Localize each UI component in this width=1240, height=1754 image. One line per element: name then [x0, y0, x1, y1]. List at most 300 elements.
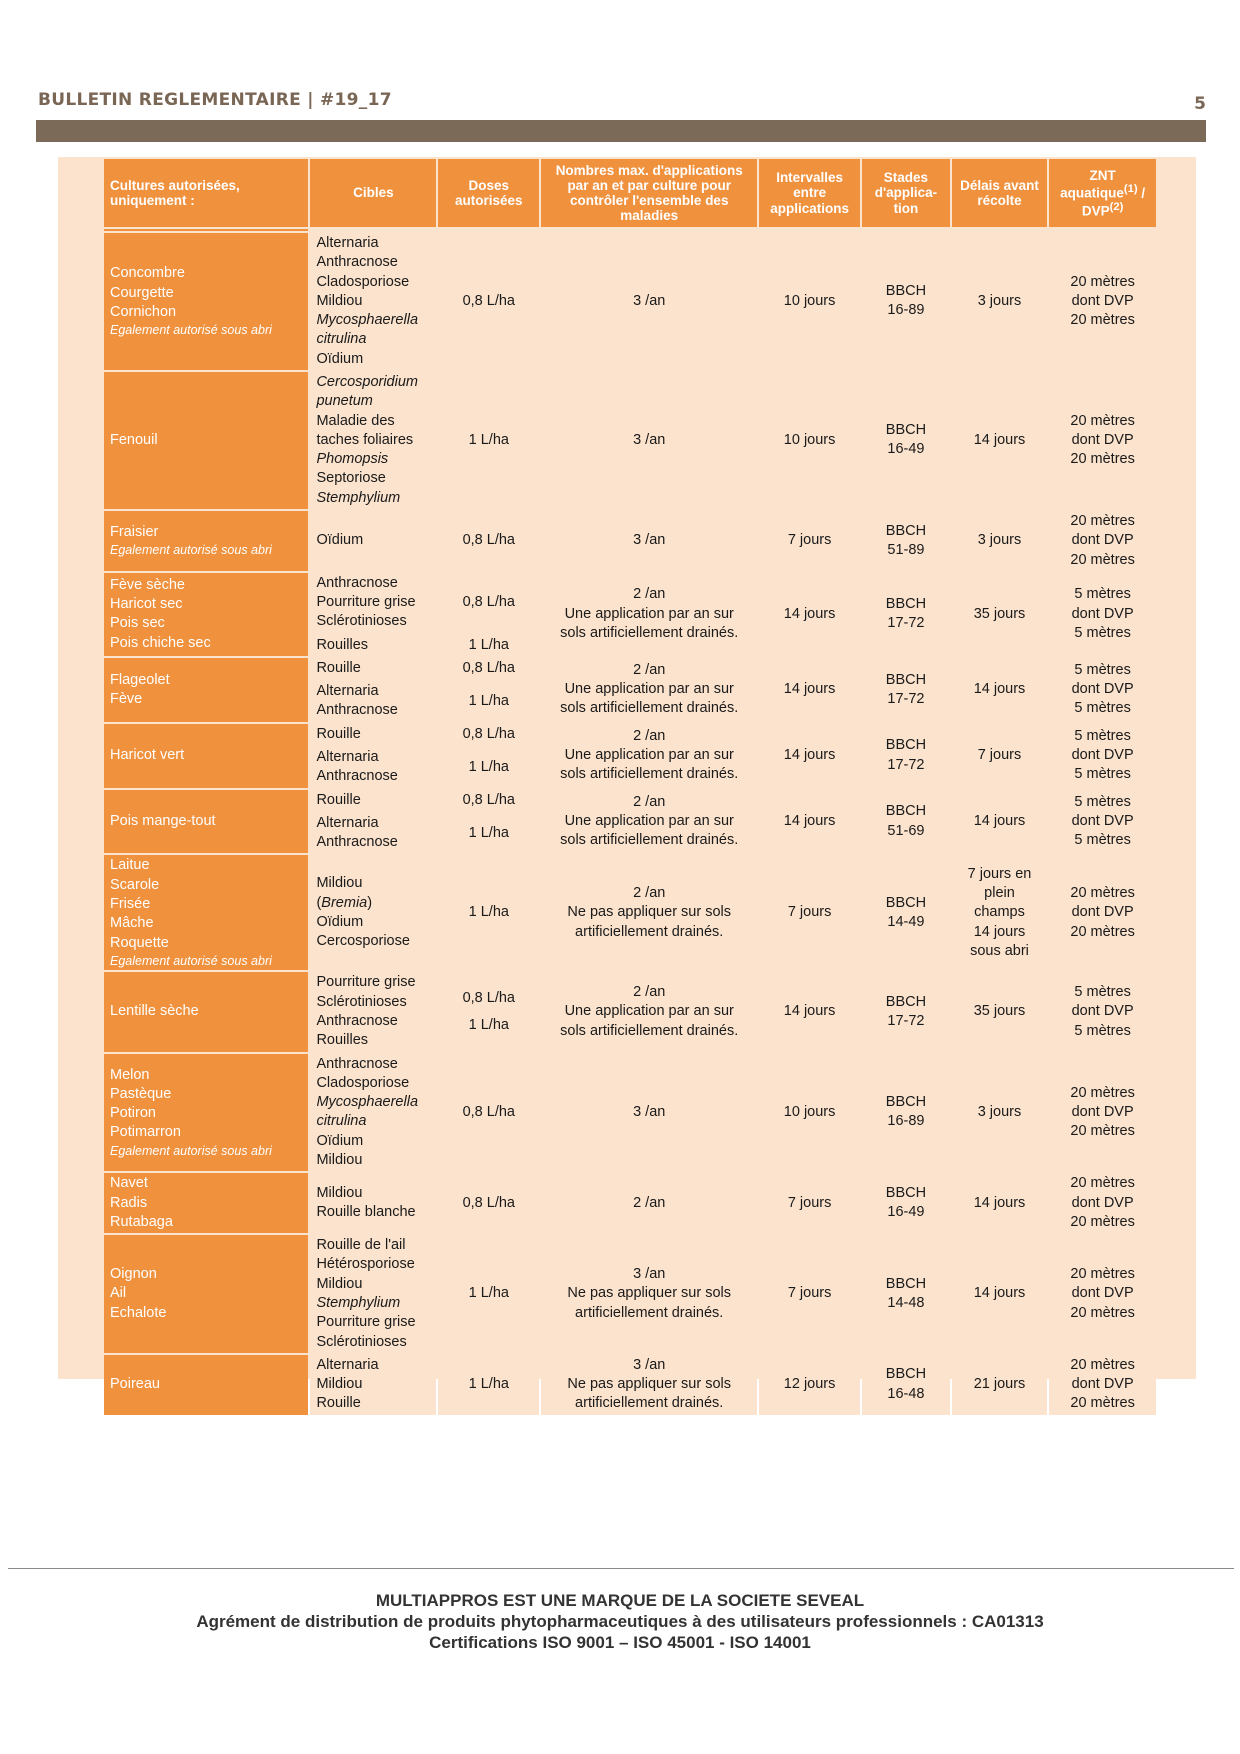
dose-cell [438, 724, 539, 745]
cell-text: 14 jours [973, 431, 1026, 448]
cell-text: 1 L/ha [468, 904, 509, 921]
interval-cell [759, 372, 860, 509]
stage-cell [862, 1173, 950, 1233]
cell-line: Oïdium [316, 532, 364, 549]
cell-line: 2 /an [633, 661, 666, 678]
crop-cell [104, 658, 308, 722]
cell-text: 10 jours [783, 292, 836, 309]
cell-line: Phomopsis [316, 451, 389, 468]
cell-line: 20 mètres [1070, 1304, 1135, 1321]
cell-text: 0,8 L/ha [462, 1194, 516, 1211]
cell-line: dont DVP [1071, 904, 1134, 921]
cell-line: 5 mètres [1074, 586, 1131, 603]
cell-text: 12 jours [783, 1376, 836, 1393]
cell-text: 0,8 L/ha [462, 532, 516, 549]
cell-line: 5 mètres [1074, 1022, 1131, 1039]
cell-line: Mildiou [316, 1376, 363, 1393]
cell-line: Echalote [110, 1304, 167, 1321]
cell-text: 14 jours [973, 1285, 1026, 1302]
cell-line: Rouille [316, 659, 361, 676]
cell-line: 5 mètres [1074, 766, 1131, 783]
cell-line: 20 mètres [1070, 1266, 1135, 1283]
cell-line: Poireau [110, 1376, 160, 1393]
stage-cell [862, 855, 950, 970]
cell-line: plein [984, 885, 1015, 902]
cell-line: Lentille sèche [110, 1003, 199, 1020]
interval-cell [759, 1235, 860, 1353]
cell-line: 20 mètres [1070, 885, 1135, 902]
pre-harvest-delay-cell [952, 1054, 1047, 1172]
cell-text: 1 L/ha [468, 1376, 509, 1393]
cell-line: Fraisier [110, 523, 159, 540]
cell-line: 17-72 [887, 690, 925, 707]
column-header-crops: Cultures autorisées, uniquement : [104, 159, 308, 227]
spacer-cell [1049, 229, 1156, 231]
stage-cell [862, 1235, 950, 1353]
crop-cell [104, 1173, 308, 1233]
cell-line: 2 /an [633, 984, 666, 1001]
interval-cell [759, 790, 860, 854]
interval-cell [759, 573, 860, 656]
crop-shelter-note: Egalement autorisé sous abri [110, 323, 272, 338]
dose-cell [438, 372, 539, 509]
cell-line: Potiron [110, 1105, 156, 1122]
dose-gap [444, 1008, 533, 1016]
cell-text: 0,8 L/ha [462, 659, 516, 676]
cell-line: Anthracnose [316, 1013, 398, 1030]
cell-text: 7 jours [977, 747, 1022, 764]
crop-shelter-note: Egalement autorisé sous abri [110, 1143, 272, 1158]
column-header-stages: Stades d'applica-tion [862, 159, 950, 227]
cell-line: Alternaria [316, 1356, 379, 1373]
stage-cell [862, 372, 950, 509]
footer-brand-line: MULTIAPPROS EST UNE MARQUE DE LA SOCIETE SEVEAL [375, 1591, 865, 1610]
dose-cell [438, 972, 539, 1051]
cell-line: dont DVP [1071, 532, 1134, 549]
cell-line: Fève [110, 690, 143, 707]
cell-line: 20 mètres [1070, 451, 1135, 468]
cell-line: Anthracnose [316, 574, 398, 591]
cell-line: BBCH [885, 596, 927, 613]
cell-line: 20 mètres [1070, 923, 1135, 940]
cell-line: Cercosporidium [316, 373, 418, 390]
znt-cell [1049, 790, 1156, 854]
cell-line: Anthracnose [316, 834, 398, 851]
crop-cell [104, 724, 308, 788]
cell-line: taches foliaires [316, 431, 414, 448]
cell-line: Concombre [110, 265, 185, 282]
column-header-znt: ZNT aquatique$^{(1)}$ / DVP$^{(2)}$ [1049, 159, 1156, 227]
cell-line: Flageolet [110, 671, 170, 688]
targets-cell [310, 813, 436, 854]
cell-line: Rouilles [316, 636, 369, 653]
cell-line: Pourriture grise [316, 974, 416, 991]
cell-text: 1 L/ha [468, 636, 509, 653]
cell-line: Courgette [110, 284, 174, 301]
cell-line: dont DVP [1071, 681, 1134, 698]
max-applications-cell [541, 790, 757, 854]
cell-line: Mildiou [316, 1152, 363, 1168]
cell-line: Une application par an sur [564, 681, 734, 698]
interval-cell [759, 724, 860, 788]
cell-line: Mildiou [316, 1184, 363, 1201]
cell-line: artificiellement drainés. [575, 923, 724, 940]
znt-cell [1049, 658, 1156, 722]
max-applications-cell [541, 855, 757, 970]
cell-line: dont DVP [1071, 747, 1134, 764]
cell-line: Melon [110, 1066, 150, 1083]
cell-line: Alternaria [316, 814, 379, 831]
footer-divider [8, 1568, 1234, 1569]
cell-line: Pastèque [110, 1085, 172, 1102]
znt-cell [1049, 1235, 1156, 1353]
dose-cell [438, 813, 539, 854]
cell-text: 10 jours [783, 431, 836, 448]
cell-text: 14 jours [973, 1194, 1026, 1211]
cell-line: Pourriture grise [316, 1314, 416, 1331]
cell-line: champs [974, 904, 1025, 921]
cell-line: Mildiou [316, 875, 363, 892]
dose-cell [438, 1173, 539, 1233]
cell-line: Cladosporiose [316, 1074, 410, 1091]
column-header-pre-harvest-delay: Délais avant récolte [952, 159, 1047, 227]
table-body [104, 229, 1156, 1415]
cell-line: Cercosporiose [316, 933, 410, 950]
crop-cell [104, 372, 308, 509]
cell-line: sols artificiellement drainés. [560, 1022, 739, 1039]
cell-line: 20 mètres [1070, 1084, 1135, 1101]
stage-cell [862, 233, 950, 370]
cell-line: Rouille [316, 725, 361, 742]
crop-cell [104, 1235, 308, 1353]
interval-cell [759, 1355, 860, 1415]
targets-cell [310, 233, 436, 370]
cell-text: 14 jours [973, 681, 1026, 698]
cell-line: Mildiou [316, 292, 363, 309]
cell-line: 20 mètres [1070, 312, 1135, 329]
cell-line: artificiellement drainés. [575, 1304, 724, 1321]
stage-cell [862, 1355, 950, 1415]
cell-line: dont DVP [1071, 812, 1134, 829]
crop-cell [104, 511, 308, 571]
interval-cell [759, 972, 860, 1051]
cell-line: Septoriose [316, 470, 386, 487]
cell-line: Sclérotinioses [316, 1333, 407, 1350]
cell-line: sous abri [970, 942, 1029, 959]
max-applications-cell [541, 511, 757, 571]
pre-harvest-delay-cell [952, 573, 1047, 656]
spacer-cell [104, 229, 308, 231]
crop-cell [104, 1355, 308, 1415]
max-applications-cell [541, 1355, 757, 1415]
cell-line: Rouille [316, 1395, 361, 1412]
dose-cell [438, 790, 539, 811]
pre-harvest-delay-cell [952, 790, 1047, 854]
pre-harvest-delay-cell [952, 372, 1047, 509]
footer-certifications-line: Certifications ISO 9001 – ISO 45001 - ISO 14001 [429, 1633, 811, 1652]
cell-text: 0,8 L/ha [462, 725, 516, 742]
cell-line: citrulina [316, 1113, 367, 1130]
cell-text: 3 jours [977, 292, 1022, 309]
crop-cell [104, 573, 308, 656]
table-row [104, 372, 1156, 509]
cell-line: Anthracnose [316, 702, 398, 719]
targets-cell [310, 372, 436, 509]
cell-text: 0,8 L/ha [462, 594, 516, 611]
cell-line: 51-69 [887, 822, 925, 839]
stage-cell [862, 658, 950, 722]
stage-cell [862, 1054, 950, 1172]
cell-line: 14 jours [973, 923, 1026, 940]
cell-line: Une application par an sur [564, 605, 734, 622]
interval-cell [759, 658, 860, 722]
cell-text: 14 jours [783, 605, 836, 622]
cell-line: Alternaria [316, 235, 379, 251]
max-applications-cell [541, 573, 757, 656]
cell-text: 35 jours [973, 605, 1026, 622]
cell-line: 7 jours en [967, 865, 1032, 882]
cell-line: 20 mètres [1070, 1356, 1135, 1373]
dose-cell [438, 855, 539, 970]
document-title: BULLETIN REGLEMENTAIRE | #19_17 [38, 90, 392, 110]
cell-line: BBCH [885, 422, 927, 439]
table-row [104, 972, 1156, 1051]
znt-cell [1049, 233, 1156, 370]
table-header-row [104, 159, 1156, 227]
cell-line: Ne pas appliquer sur sols [567, 904, 732, 921]
max-applications-cell [541, 1235, 757, 1353]
table-row [104, 573, 1156, 633]
cell-line: Hétérosporiose [316, 1256, 415, 1273]
pre-harvest-delay-cell [952, 1355, 1047, 1415]
interval-cell [759, 1173, 860, 1233]
dose-cell [438, 1355, 539, 1415]
cell-line: Fève sèche [110, 576, 185, 593]
cell-line: BBCH [885, 1184, 927, 1201]
cell-text: 2 /an [633, 1194, 666, 1211]
cell-line: Roquette [110, 934, 169, 951]
cell-line: Anthracnose [316, 254, 398, 271]
crop-cell [104, 855, 308, 970]
column-header-targets: Cibles [310, 159, 436, 227]
cell-text: 10 jours [783, 1103, 836, 1120]
cell-line: artificiellement drainés. [575, 1395, 724, 1412]
interval-cell [759, 855, 860, 970]
dose-cell [438, 1235, 539, 1353]
cell-text: 1 L/ha [468, 1285, 509, 1302]
cell-text: 3 /an [633, 431, 666, 448]
cell-text: 3 /an [633, 532, 666, 549]
cell-line: Mildiou [316, 1275, 363, 1292]
cell-line: 20 mètres [1070, 512, 1135, 529]
cell-line: Anthracnose [316, 768, 398, 785]
cell-line: dont DVP [1071, 1285, 1134, 1302]
max-applications-cell [541, 658, 757, 722]
cell-line: Une application par an sur [564, 747, 734, 764]
pre-harvest-delay-cell [952, 233, 1047, 370]
cell-line: sols artificiellement drainés. [560, 700, 739, 717]
page-number: 5 [1194, 94, 1206, 114]
cell-line: Alternaria [316, 683, 379, 700]
cell-line: 5 mètres [1074, 700, 1131, 717]
cell-line: Oïdium [316, 1132, 364, 1149]
pre-harvest-delay-cell [952, 855, 1047, 970]
cell-line: Une application par an sur [564, 1003, 734, 1020]
cell-text: 7 jours [787, 532, 832, 549]
cell-line: 3 /an [633, 1356, 666, 1373]
stage-cell [862, 724, 950, 788]
cell-text: 1 L/ha [468, 431, 509, 448]
max-applications-cell [541, 972, 757, 1051]
cell-line: Anthracnose [316, 1055, 398, 1072]
cell-line: Sclérotinioses [316, 613, 407, 630]
cell-line: 20 mètres [1070, 1395, 1135, 1412]
cell-line: Pourriture grise [316, 594, 416, 611]
cell-line: Oïdium [316, 913, 364, 930]
pre-harvest-delay-cell [952, 511, 1047, 571]
cell-line: BBCH [885, 803, 927, 820]
cell-line: 5 mètres [1074, 661, 1131, 678]
column-header-intervals: Intervalles entre applications [759, 159, 860, 227]
znt-cell [1049, 1355, 1156, 1415]
targets-cell [310, 681, 436, 722]
cell-text: 0,8 L/ha [462, 1103, 516, 1120]
targets-cell [310, 1054, 436, 1172]
header-divider-band [36, 120, 1206, 142]
cell-line: Alternaria [316, 749, 379, 766]
max-applications-cell [541, 1054, 757, 1172]
cell-line: 20 mètres [1070, 1123, 1135, 1140]
cell-line: 17-72 [887, 1013, 925, 1030]
cell-line: Mycosphaerella [316, 312, 419, 329]
cell-line: 16-89 [887, 1113, 925, 1130]
znt-cell [1049, 573, 1156, 656]
cell-line: Mycosphaerella [316, 1094, 419, 1111]
znt-cell [1049, 972, 1156, 1051]
stage-cell [862, 573, 950, 656]
cell-line: Maladie des [316, 412, 395, 429]
cell-line: Rouille de l'ail [316, 1237, 406, 1254]
cell-line: dont DVP [1071, 605, 1134, 622]
cell-line: dont DVP [1071, 1194, 1134, 1211]
dose-cell [438, 658, 539, 679]
cell-line: 14-48 [887, 1294, 925, 1311]
stage-cell [862, 972, 950, 1051]
cell-text: 35 jours [973, 1003, 1026, 1020]
cell-text: 1 L/ha [468, 824, 509, 841]
cell-line: 3 /an [633, 1266, 666, 1283]
stage-cell [862, 790, 950, 854]
targets-cell [310, 573, 436, 633]
cell-line: Cladosporiose [316, 273, 410, 290]
dose-cell [438, 1054, 539, 1172]
cell-line: 2 /an [633, 793, 666, 810]
column-header-doses: Doses autorisées [438, 159, 539, 227]
cell-text: 7 jours [787, 904, 832, 921]
row-spacer [104, 229, 1156, 231]
cell-line: 20 mètres [1070, 551, 1135, 568]
table-row [104, 790, 1156, 811]
cell-line: dont DVP [1071, 1003, 1134, 1020]
cell-text: 21 jours [973, 1376, 1026, 1393]
table-row [104, 724, 1156, 745]
dose-cell [438, 573, 539, 633]
cell-text: 1 L/ha [468, 758, 509, 775]
cell-text: 1 L/ha [468, 692, 509, 709]
cell-line: Sclérotinioses [316, 993, 407, 1010]
znt-cell [1049, 855, 1156, 970]
cell-line: dont DVP [1071, 431, 1134, 448]
targets-cell [310, 635, 436, 656]
max-applications-cell [541, 372, 757, 509]
cell-line: 17-72 [887, 756, 925, 773]
crop-shelter-note: Egalement autorisé sous abri [110, 543, 272, 558]
crop-cell [104, 233, 308, 370]
cell-line: Fenouil [110, 431, 158, 448]
spacer-cell [541, 229, 757, 231]
cell-line: 5 mètres [1074, 832, 1131, 849]
cell-line: dont DVP [1071, 1376, 1134, 1393]
cell-line: Haricot sec [110, 596, 183, 613]
italic-bremia: Bremia [321, 894, 368, 911]
pre-harvest-delay-cell [952, 1173, 1047, 1233]
dose-cell [438, 681, 539, 722]
cell-line: sols artificiellement drainés. [560, 832, 739, 849]
targets-cell [310, 747, 436, 788]
spacer-cell [310, 229, 436, 231]
dose-value: 0,8 L/ha [462, 989, 516, 1006]
pre-harvest-delay-cell [952, 972, 1047, 1051]
crop-cell [104, 1054, 308, 1172]
dose-cell [438, 233, 539, 370]
cell-text: 3 jours [977, 1103, 1022, 1120]
dose-cell [438, 747, 539, 788]
cell-line: Ne pas appliquer sur sols [567, 1285, 732, 1302]
crop-cell [104, 790, 308, 854]
cell-line: Scarole [110, 876, 160, 893]
targets-cell [310, 1355, 436, 1415]
cell-line: Pois sec [110, 615, 165, 632]
cell-line: 51-89 [887, 541, 925, 558]
cell-line: Oïdium [316, 350, 364, 367]
interval-cell [759, 1054, 860, 1172]
cell-line: BBCH [885, 737, 927, 754]
cell-line: 17-72 [887, 615, 925, 632]
max-applications-cell [541, 724, 757, 788]
cell-line: 16-49 [887, 1204, 925, 1221]
dose-value: 1 L/ha [468, 1017, 509, 1034]
cell-line: BBCH [885, 283, 927, 300]
znt-cell [1049, 724, 1156, 788]
cell-line: Cornichon [110, 303, 177, 320]
cell-line: Navet [110, 1175, 148, 1192]
targets-cell [310, 511, 436, 571]
pre-harvest-delay-cell [952, 724, 1047, 788]
cell-line: Une application par an sur [564, 812, 734, 829]
pre-harvest-delay-cell [952, 1235, 1047, 1353]
znt-cell [1049, 1173, 1156, 1233]
targets-cell [310, 790, 436, 811]
cell-line: Haricot vert [110, 747, 185, 764]
cell-line: dont DVP [1071, 1103, 1134, 1120]
cell-text: 14 jours [783, 1003, 836, 1020]
cell-line: Laitue [110, 857, 150, 874]
cell-line: Stemphylium [316, 1294, 401, 1311]
cell-line: Pois chiche sec [110, 634, 211, 651]
cell-line: BBCH [885, 522, 927, 539]
cell-line: sols artificiellement drainés. [560, 624, 739, 641]
cell-text: 14 jours [783, 812, 836, 829]
